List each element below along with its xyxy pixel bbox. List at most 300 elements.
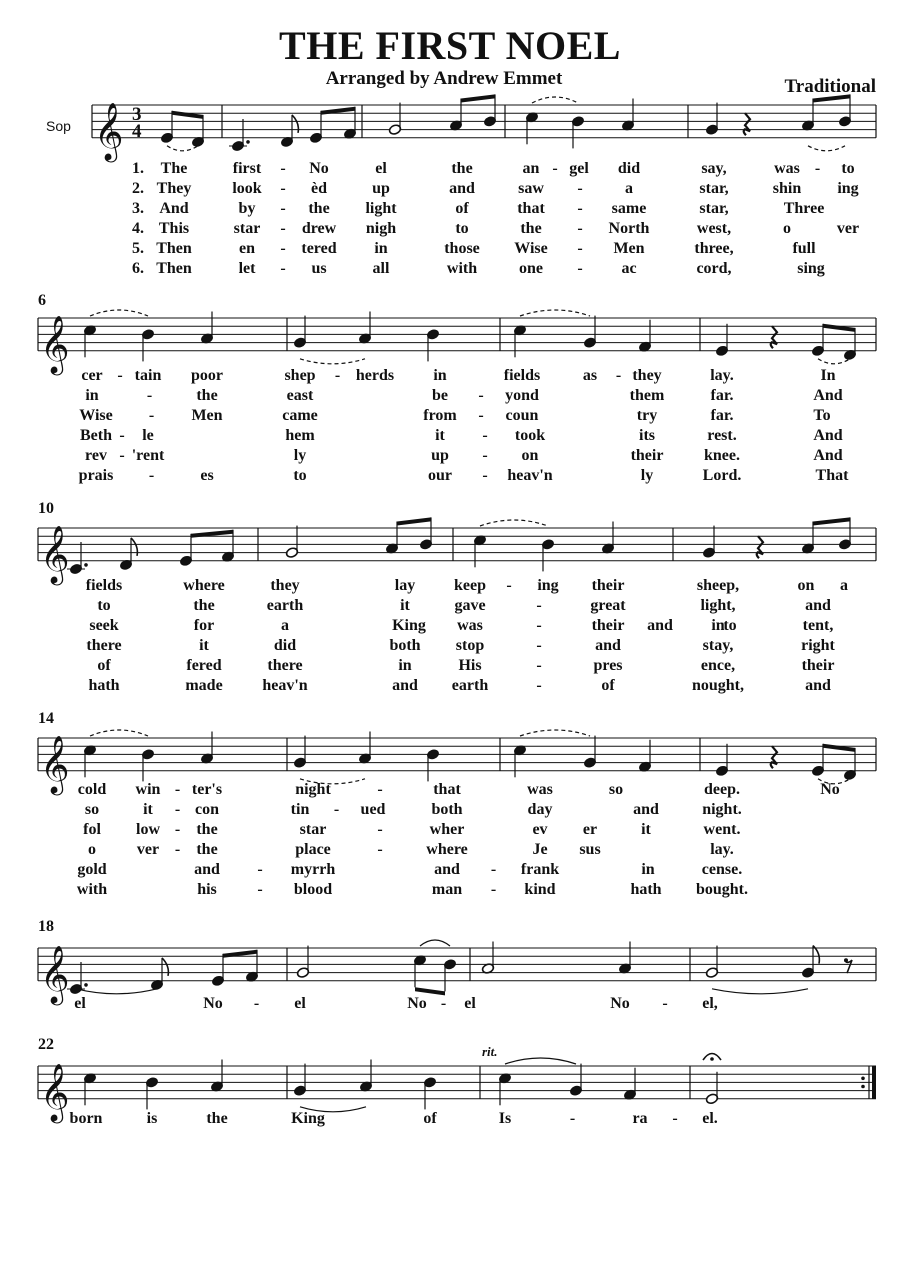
lyric-syllable: 'rent (131, 447, 165, 464)
lyric-syllable: where (183, 577, 225, 594)
lyric-syllable: and (595, 637, 621, 654)
lyric-syllable: And (813, 387, 843, 404)
lyric-syllable: us (311, 260, 327, 277)
syllable-hyphen: - (482, 467, 488, 484)
lyric-syllable: stay, (702, 637, 734, 654)
lyric-line (0, 407, 900, 427)
lyric-line (0, 801, 900, 821)
eighth-rest (844, 958, 848, 962)
verse-number: 3. (132, 200, 144, 217)
lyric-syllable: fered (186, 657, 222, 674)
lyric-syllable: in (374, 240, 388, 257)
lyrics-system-3 (0, 577, 900, 697)
lyric-line (0, 781, 900, 801)
lyric-syllable: star, (699, 180, 729, 197)
lyric-syllable: a (625, 180, 633, 197)
syllable-hyphen: - (257, 861, 263, 878)
lyric-syllable: el. (702, 1110, 718, 1127)
lyric-line (0, 577, 900, 597)
syllable-hyphen: - (478, 387, 484, 404)
lyric-syllable: they (632, 367, 662, 384)
slur (300, 359, 365, 364)
lyric-syllable: knee. (704, 447, 740, 464)
lyric-syllable: up (372, 180, 390, 197)
lyric-syllable: the (206, 1110, 228, 1127)
syllable-hyphen: - (253, 995, 260, 1012)
slur (420, 940, 450, 946)
lyric-line (0, 821, 900, 841)
lyric-syllable: King (392, 617, 426, 634)
lyric-syllable: say, (701, 160, 727, 177)
lyric-syllable: the (196, 841, 218, 858)
lyric-syllable: lay (394, 577, 416, 594)
lyric-syllable: same (611, 200, 647, 217)
treble-clef-icon: 𝄞 (40, 944, 70, 1003)
lyric-syllable: from (423, 407, 457, 424)
lyric-syllable: the (308, 200, 330, 217)
lyric-syllable: their (801, 657, 835, 674)
lyric-syllable: in (85, 387, 99, 404)
beam (813, 517, 850, 525)
lyric-syllable: both (389, 637, 421, 654)
verse-number: 4. (132, 220, 144, 237)
lyric-syllable: day (527, 801, 553, 818)
lyric-syllable: myrrh (290, 861, 336, 878)
lyric-syllable: to (455, 220, 469, 237)
verse-number: 6. (132, 260, 144, 277)
verse-number: 5. (132, 240, 144, 257)
lyric-syllable: ter's (191, 781, 223, 798)
lyric-syllable: ra (632, 1110, 648, 1127)
syllable-hyphen: - (577, 220, 583, 237)
lyric-syllable: star (299, 821, 327, 838)
lyric-syllable: Beth (80, 427, 112, 444)
lyric-syllable: three, (694, 240, 734, 257)
lyric-syllable: Je (532, 841, 548, 858)
lyrics-system-1 (0, 160, 900, 280)
syllable-hyphen: - (280, 220, 286, 237)
syllable-hyphen: - (478, 407, 484, 424)
composer-credit: Traditional (784, 76, 876, 97)
lyric-syllable: saw (518, 180, 544, 197)
lyric-syllable: hem (285, 427, 315, 444)
lyric-syllable: fol (83, 821, 101, 838)
lyric-syllable: and (805, 677, 831, 694)
lyric-syllable: both (431, 801, 463, 818)
lyric-syllable: ly (640, 467, 654, 484)
lyric-syllable: of (423, 1110, 437, 1127)
lyric-syllable: el (294, 995, 306, 1012)
repeat-dot (861, 1085, 865, 1089)
lyric-syllable: of (97, 657, 111, 674)
lyric-syllable: es (200, 467, 214, 484)
lyric-syllable: Three (783, 200, 825, 217)
lyric-syllable: earth (266, 597, 304, 614)
lyric-syllable: No (203, 995, 223, 1012)
lyric-syllable: an (522, 160, 540, 177)
lyric-syllable: its (639, 427, 655, 444)
syllable-hyphen: - (552, 160, 558, 177)
lyric-syllable: let (238, 260, 256, 277)
lyrics-system-2 (0, 367, 900, 487)
slur (480, 520, 548, 526)
lyric-syllable: to (293, 467, 307, 484)
lyric-syllable: The (160, 160, 188, 177)
quarter-rest (757, 536, 763, 558)
lyric-syllable: on (797, 577, 815, 594)
lyric-syllable: kind (524, 881, 556, 898)
lyric-syllable: yond (505, 387, 539, 404)
lyric-syllable: ing (537, 577, 559, 594)
lyric-syllable: up (431, 447, 449, 464)
lyric-syllable: and (434, 861, 460, 878)
lyric-syllable: win (135, 781, 161, 798)
slur (505, 1058, 576, 1064)
quarter-rest (771, 326, 777, 348)
syllable-hyphen: - (280, 240, 286, 257)
lyric-syllable: so (608, 781, 624, 798)
lyric-line (0, 995, 900, 1015)
lyric-syllable: gel (569, 160, 589, 177)
lyric-syllable: cold (77, 781, 107, 798)
slur (520, 310, 590, 316)
lyric-syllable: and (194, 861, 220, 878)
lyric-syllable: light, (700, 597, 736, 614)
time-signature-denominator: 4 (132, 121, 142, 142)
lyric-syllable: ver (136, 841, 160, 858)
syllable-hyphen: - (377, 841, 383, 858)
lyric-syllable: made (185, 677, 223, 694)
beam (823, 744, 855, 752)
measure-number: 14 (38, 710, 54, 727)
beam (813, 94, 850, 102)
lyric-syllable: to (97, 597, 111, 614)
lyric-syllable: His (458, 657, 482, 674)
lyric-syllable: be (432, 387, 448, 404)
syllable-hyphen: - (333, 801, 340, 818)
lyric-syllable: with (76, 881, 108, 898)
lyric-syllable: They (156, 180, 192, 197)
lyric-syllable: le (142, 427, 154, 444)
lyric-syllable: lay. (710, 367, 734, 384)
quarter-rest (771, 746, 777, 768)
syllable-hyphen: - (569, 1110, 576, 1127)
syllable-hyphen: - (577, 260, 583, 277)
lyric-syllable: with (446, 260, 478, 277)
syllable-hyphen: - (615, 367, 622, 384)
lyric-line (0, 1110, 900, 1130)
lyric-syllable: was (457, 617, 483, 634)
augmentation-dot (84, 563, 88, 567)
lyric-syllable: light (365, 200, 397, 217)
lyric-syllable: o (88, 841, 96, 858)
lyric-syllable: went. (703, 821, 741, 838)
slur (520, 730, 590, 736)
lyric-line (0, 841, 900, 861)
beam (823, 324, 855, 332)
syllable-hyphen: - (536, 617, 542, 634)
lyric-syllable: and (392, 677, 418, 694)
lyric-syllable: was (774, 160, 800, 177)
lyric-syllable: cer (81, 367, 103, 384)
lyric-line (0, 597, 900, 617)
lyric-syllable: ing (837, 180, 859, 197)
syllable-hyphen: - (148, 467, 155, 484)
lyric-syllable: and (633, 801, 659, 818)
beam (397, 517, 431, 525)
lyric-syllable: as (582, 367, 598, 384)
lyric-syllable: west, (696, 220, 732, 237)
lyric-syllable: el (74, 995, 86, 1012)
lyric-syllable: to (723, 617, 737, 634)
quarter-rest (744, 113, 750, 135)
lyric-syllable: Wise (79, 407, 113, 424)
syllable-hyphen: - (536, 657, 542, 674)
lyric-syllable: gold (77, 861, 107, 878)
lyric-syllable: el, (702, 995, 718, 1012)
lyric-syllable: ued (360, 801, 386, 818)
lyric-syllable: ac (621, 260, 637, 277)
lyric-syllable: herds (355, 367, 395, 384)
lyric-syllable: keep (454, 577, 486, 594)
lyric-syllable: those (444, 240, 480, 257)
lyric-syllable: rest. (707, 427, 737, 444)
lyric-syllable: born (69, 1110, 103, 1127)
lyric-syllable: did (617, 160, 641, 177)
slur (90, 310, 148, 316)
treble-clef-icon: 𝄞 (40, 734, 70, 793)
lyric-syllable: sheep, (696, 577, 740, 594)
lyric-syllable: and (647, 617, 673, 634)
slur (90, 730, 148, 736)
lyric-syllable: of (455, 200, 469, 217)
final-barline (872, 1066, 876, 1099)
syllable-hyphen: - (536, 677, 542, 694)
treble-clef-icon: 𝄞 (94, 101, 124, 160)
lyric-syllable: is (146, 1110, 158, 1127)
slur (818, 359, 850, 364)
slur (167, 146, 198, 151)
syllable-hyphen: - (672, 1110, 678, 1127)
lyric-syllable: o (783, 220, 791, 237)
fermata-icon (710, 1057, 714, 1061)
lyric-syllable: it (400, 597, 410, 614)
lyric-syllable: tent, (802, 617, 834, 634)
lyric-syllable: all (372, 260, 390, 277)
lyric-syllable: did (273, 637, 297, 654)
lyric-syllable: try (636, 407, 658, 424)
lyric-syllable: Then (156, 260, 192, 277)
lyric-syllable: his (197, 881, 217, 898)
lyric-syllable: That (815, 467, 849, 484)
lyric-syllable: the (193, 597, 215, 614)
lyric-syllable: and (449, 180, 475, 197)
lyrics-system-6 (0, 1110, 900, 1130)
lyric-syllable: Lord. (702, 467, 742, 484)
syllable-hyphen: - (280, 160, 286, 177)
lyric-syllable: full (792, 240, 816, 257)
syllable-hyphen: - (490, 881, 497, 898)
lyric-syllable: east (286, 387, 314, 404)
lyric-syllable: sing (797, 260, 825, 277)
lyric-syllable: And (813, 427, 843, 444)
lyric-syllable: North (608, 220, 650, 237)
part-name: Sop (46, 118, 71, 134)
lyric-syllable: by (238, 200, 256, 217)
lyric-syllable: they (270, 577, 300, 594)
lyric-syllable: the (196, 387, 218, 404)
lyric-syllable: hath (630, 881, 662, 898)
lyric-syllable: place (295, 841, 331, 858)
lyric-syllable: frank (520, 861, 560, 878)
repeat-dot (861, 1077, 865, 1081)
lyric-syllable: coun (505, 407, 539, 424)
lyric-syllable: their (591, 577, 625, 594)
lyric-syllable: No (407, 995, 427, 1012)
lyric-syllable: one (519, 260, 543, 277)
lyric-syllable: ver (836, 220, 860, 237)
lyric-syllable: heav'n (262, 677, 308, 694)
time-signature-numerator: 3 (132, 104, 142, 125)
lyric-syllable: came (282, 407, 318, 424)
lyric-syllable: far. (710, 387, 734, 404)
syllable-hyphen: - (174, 841, 181, 858)
syllable-hyphen: - (148, 407, 155, 424)
lyric-syllable: in (641, 861, 655, 878)
syllable-hyphen: - (174, 801, 181, 818)
beam (461, 94, 495, 102)
lyric-syllable: on (521, 447, 539, 464)
syllable-hyphen: - (536, 597, 542, 614)
lyric-syllable: en (239, 240, 255, 257)
slur (532, 97, 578, 103)
measure-number: 6 (38, 292, 46, 309)
page-title: THE FIRST NOEL (279, 23, 621, 68)
lyric-syllable: the (451, 160, 473, 177)
lyric-syllable: shin (772, 180, 802, 197)
lyric-syllable: nigh (365, 220, 397, 237)
syllable-hyphen: - (440, 995, 447, 1012)
lyric-syllable: fields (85, 577, 123, 594)
lyric-syllable: blood (293, 881, 333, 898)
lyric-syllable: in (433, 367, 447, 384)
lyric-syllable: night. (702, 801, 742, 818)
lyric-line (0, 657, 900, 677)
syllable-hyphen: - (174, 821, 181, 838)
lyric-syllable: sus (579, 841, 601, 858)
beam (172, 111, 203, 119)
lyric-syllable: Men (191, 407, 223, 424)
syllable-hyphen: - (334, 367, 341, 384)
lyric-syllable: This (158, 220, 190, 237)
lyric-syllable: for (193, 617, 215, 634)
lyric-syllable: that (433, 781, 461, 798)
flag (162, 958, 168, 976)
lyric-syllable: man (431, 881, 463, 898)
lyric-syllable: King (291, 1110, 325, 1127)
lyric-syllable: To (813, 407, 831, 424)
lyric-line (0, 180, 900, 200)
lyric-line (0, 617, 900, 637)
lyric-syllable: pres (593, 657, 623, 674)
measure-number: 10 (38, 500, 54, 517)
syllable-hyphen: - (536, 637, 542, 654)
lyric-syllable: ev (532, 821, 548, 838)
flag (131, 538, 137, 556)
lyric-syllable: rev (85, 447, 107, 464)
lyric-syllable: in (398, 657, 412, 674)
lyric-syllable: Men (613, 240, 645, 257)
lyric-line (0, 220, 900, 240)
lyric-syllable: it (143, 801, 153, 818)
arranger-credit: Arranged by Andrew Emmet (325, 68, 563, 89)
slur (712, 989, 808, 994)
lyrics-system-5 (0, 995, 900, 1015)
syllable-hyphen: - (482, 427, 488, 444)
lyric-syllable: lay. (710, 841, 734, 858)
lyric-syllable: seek (89, 617, 119, 634)
syllable-hyphen: - (377, 781, 383, 798)
lyric-line (0, 861, 900, 881)
lyric-syllable: them (629, 387, 665, 404)
lyric-syllable: it (199, 637, 209, 654)
syllable-hyphen: - (577, 240, 583, 257)
flag (292, 115, 298, 133)
lyric-syllable: No (610, 995, 630, 1012)
lyric-syllable: night (295, 781, 331, 798)
syllable-hyphen: - (577, 200, 583, 217)
lyric-syllable: In (820, 367, 836, 384)
syllable-hyphen: - (377, 821, 383, 838)
lyric-syllable: star, (699, 200, 729, 217)
lyric-syllable: in (711, 617, 725, 634)
tempo-marking-rit: rit. (482, 1044, 498, 1059)
lyric-syllable: there (86, 637, 122, 654)
lyric-syllable: poor (191, 367, 223, 384)
lyric-syllable: earth (451, 677, 489, 694)
augmentation-dot (246, 140, 250, 144)
lyric-syllable: shep (284, 367, 316, 384)
lyric-syllable: was (527, 781, 553, 798)
syllable-hyphen: - (577, 180, 583, 197)
lyric-syllable: drew (301, 220, 337, 237)
lyric-syllable: our (428, 467, 452, 484)
lyric-syllable: wher (429, 821, 465, 838)
lyric-line (0, 160, 900, 180)
lyric-syllable: look (232, 180, 262, 197)
lyric-syllable: a (840, 577, 848, 594)
lyric-syllable: a (281, 617, 289, 634)
lyric-line (0, 387, 900, 407)
lyric-line (0, 200, 900, 220)
lyric-syllable: fields (503, 367, 541, 384)
lyric-syllable: low (136, 821, 160, 838)
syllable-hyphen: - (257, 881, 263, 898)
syllable-hyphen: - (119, 447, 125, 464)
lyric-syllable: cord, (696, 260, 732, 277)
lyric-syllable: of (601, 677, 615, 694)
lyric-syllable: Then (156, 240, 192, 257)
slur (808, 146, 845, 151)
augmentation-dot (84, 983, 88, 987)
syllable-hyphen: - (662, 995, 668, 1012)
lyric-line (0, 637, 900, 657)
lyric-syllable: that (517, 200, 545, 217)
measure-number: 18 (38, 918, 54, 935)
treble-clef-icon: 𝄞 (40, 314, 70, 373)
syllable-hyphen: - (280, 180, 286, 197)
syllable-hyphen: - (482, 447, 488, 464)
